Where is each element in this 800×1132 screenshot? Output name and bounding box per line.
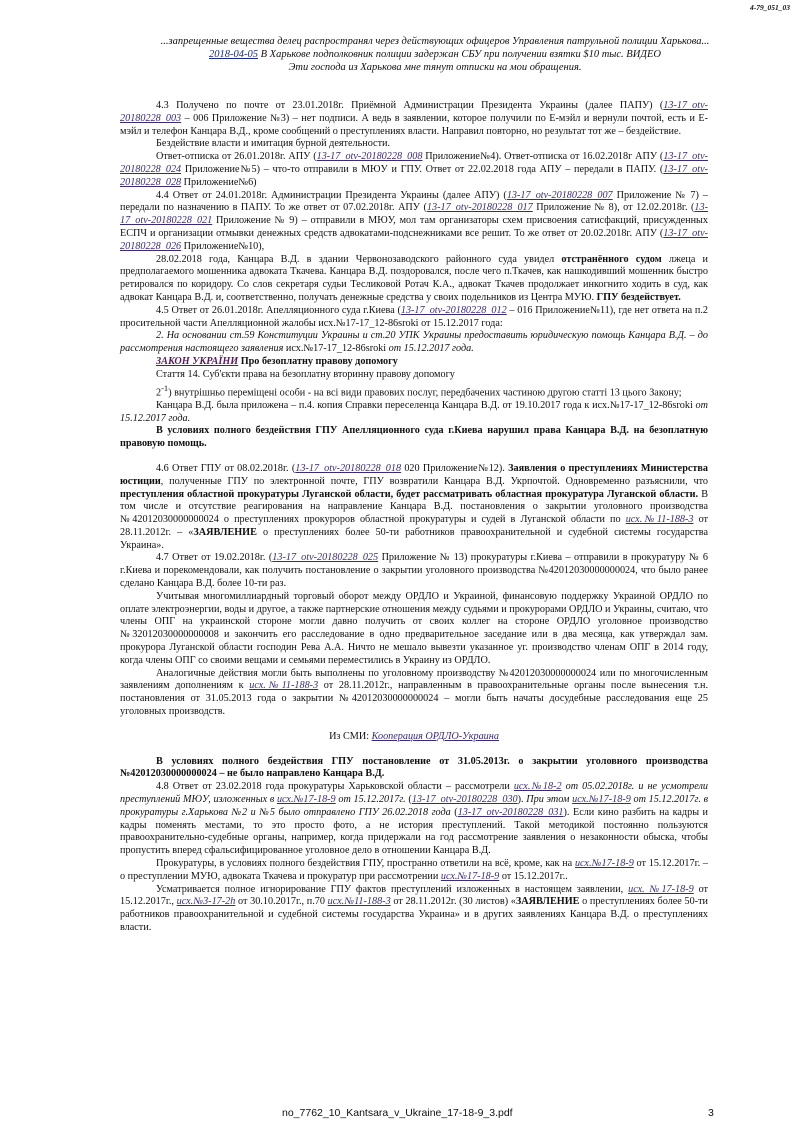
paragraph: 4.5 Ответ от 26.01.2018г. Апелляционного суда г.Киева (13-17_otv-20180228_012 – 016 Приложение№11), где нет ответа на п.2 просительной части Апелляционной жалобы исх.№17-17_12-86sroki от 15.12.2017 года: xyxy=(120,304,708,329)
header-line-3: Эти господа из Харькова мне тянут отписки на мои обращения. xyxy=(288,62,582,73)
header-date-link[interactable]: 2018-04-05 xyxy=(209,49,259,60)
document-link[interactable]: исх.№11-188-3 xyxy=(249,680,319,692)
header-line-2-text: В Харькове подполковник полиции задержан СБУ при получении взятки $10 тыс. ВИДЕО xyxy=(258,49,661,60)
paragraph: В условиях полного бездействия ГПУ Апелляционного суда г.Киева нарушил права Канцара В.Д. на безоплатную правовую помощь. xyxy=(120,425,708,450)
paragraph: В условиях полного бездействия ГПУ постановление от 31.05.2013г. о закрытии уголовного производства №42012030000000024 – не было направлено Канцара В.Д. xyxy=(120,755,708,780)
document-link[interactable]: исх.№17-18-9 xyxy=(574,858,634,870)
paragraph: 4.3 Получено по почте от 23.01.2018г. Приёмной Администрации Президента Украины (далее ПАПУ) (13-17_otv-20180228_003 – 006 Приложение №3) – нет подписи. А ведь в заявлении, которое получили по Е-мэйл и вернули почтой, есть и Е-мэйл и телефон Канцара В.Д., кроме сообщений о преступлениях власти. Направил повторно, но результат тот же – бездействие. xyxy=(120,100,708,137)
paragraph: 2. На основании ст.59 Конституции Украины и ст.20 УПК Украины предоставить юридическую помощь Канцара В.Д. – до рассмотрения настоящего заявления исх.№17-17_12-86sroki от 15.12.2017 года. xyxy=(120,330,708,355)
document-link[interactable]: исх.№17-18-9 xyxy=(276,794,336,806)
paragraph: 28.02.2018 года, Канцара В.Д. в здании Червонозаводского районного суда увидел отстранённого судом лжеца и предполагаемого мошенника адвоката Ткачева. Канцара В.Д. поздоровался, после чего п.Ткачев, как нашкодивший мошенник быстро ретировался по коридору. Со слов секретаря судьи Тесликовой Ротач К.А., адвокат Ткачев продолжает инкогнито ходить в суд, как адвокат Канцара В.Д. и, соответственно, получать денежные средства у своих подельников из Центра МУЮ. ГПУ бездействует. xyxy=(120,253,708,303)
document-body xyxy=(120,100,708,935)
document-link[interactable]: 13-17_otv-20180228_025 xyxy=(272,552,379,564)
document-link[interactable]: 13-17_otv-20180228_003 xyxy=(120,100,708,124)
footer-filename: no_7762_10_Kantsara_v_Ukraine_17-18-9_3.pdf xyxy=(282,1107,513,1119)
document-id: 4-79_051_03 xyxy=(750,3,790,12)
paragraph: Аналогичные действия могли быть выполнены по уголовному производству №42012030000000024 или по многочисленным заявлениям дополнениям к исх.№11-188-3 от 28.11.2012г., направленным в правоохранительные органы после вынесения т.н. постановления от 31.05.2013 года о закрытии №42012030000000024 – могли быть начаты досудебные расследования еще 25 уголовных производств. xyxy=(120,667,708,718)
document-link[interactable]: исх.№17-18-9 xyxy=(440,870,500,882)
paragraph: 4.8 Ответ от 23.02.2018 года прокуратуры Харьковской области – рассмотрели исх.№18-2 от 05.02.2018г. и не усмотрели преступлений МЮУ, изложенных в исх.№17-18-9 от 15.12.2017г. (13-17_otv-20180228_030). При этом исх.№17-18-9 от 15.12.2017г. в прокуратуры г.Харькова №2 и №5 было отправлено ГПУ 26.02.2018 года (13-17_otv-20180228_031). Если кино разбить на кадры и кадры поменять местами, то это просто фото, а не история преступлений. Такой методикой постоянно пользуются правоохранительно-судебные органы, например, когда придержали на год рассмотрение заявления о незаконности обыска, чтобы пропустить вперед сфальсифицированное уголовное дело в отношении Канцара В.Д. xyxy=(120,781,709,857)
header-line-1: ...запрещенные вещества делец распространял через действующих офицеров Управления патрульной полиции Харькова... xyxy=(160,36,710,47)
paragraph: Из СМИ: Кооперация ОРДЛО-Украина xyxy=(329,730,499,742)
document-link[interactable]: 13-17_otv-20180228_030 xyxy=(411,794,518,806)
header-line-2 xyxy=(150,48,720,61)
document-link[interactable]: 13-17_otv-20180228_017 xyxy=(426,202,533,214)
paragraph: 4.7 Ответ от 19.02.2018г. (13-17_otv-20180228_025 Приложение № 13) прокуратуры г.Киева – отправили в прокуратуру № 6 г.Киева и порекомендовали, как получить постановление о закрытии уголовного производства №42012030000000024, что было ранее сделано Канцара В.Д. более 10-ти раз. xyxy=(120,552,708,590)
document-link[interactable]: 13-17_otv-20180228_012 xyxy=(400,304,507,316)
paragraph: Стаття 14. Суб'єкти права на безоплатну вторинну правову допомогу xyxy=(156,368,455,380)
paragraph: 4.4 Ответ от 24.01.2018г. Администрации Президента Украины (далее АПУ) (13-17_otv-20180228_007 Приложение № 7) – передали по назначению в ПАПУ. То же ответ от 07.02.2018г. АПУ (13-17_otv-20180228_017 Приложение № 8), от 12.02.2018г. (13-17_otv-20180228_021 Приложение № 9) – отправили в МЮУ, мол там организаторы схем присвоения сатисфакций, присужденных ЕСПЧ и организации отмывки денежных средств адвокатами-подснежниками все решит. То же ответ от 20.02.2018г. АПУ (13-17_otv-20180228_026 Приложение№10), xyxy=(120,189,709,252)
page-number: 3 xyxy=(708,1107,714,1119)
paragraph: Учитывая многомиллиардный торговый оборот между ОРДЛО и Украиной, финансовую поддержку Украиной ОРДЛО по оплате электроэнергии, воды и другое, а также партнерские отношения между судьями и прокурорами ОРДЛО и Украины, считаю, что члены ОПГ на украинской стороне могли давно получить от своих коллег на стороне ОРДЛО уголовное производство №32012030000000008 и закончить его расследование в одно предварительное заседание или в два месяца, как утверждал зам. прокурора Луганской области господин Рева А.А. Ничто не мешало вывезти указанное уг. производство членам ОПГ в 2014 году, когда члены ОПГ со своими вещами и семьями переместились в Украину из ОРДЛО. xyxy=(120,590,709,666)
page-header xyxy=(150,35,720,74)
document-link[interactable]: 13-17_otv-20180228_018 xyxy=(295,462,402,474)
document-link[interactable]: исх.№11-188-3 xyxy=(327,896,391,908)
paragraph: Канцара В.Д. была приложена – п.4. копия Справки переселенца Канцара В.Д. от 19.10.2017 года к исх.№17-17_12-86sroki от 15.12.2017 года. xyxy=(120,399,708,424)
document-link[interactable]: исх.№17-18-9 xyxy=(572,794,631,806)
paragraph: $2^{-1}$) внутрішньо переміщені особи - на всі види правових послуг, передбачених частиною другою статті 13 цього Закону; xyxy=(156,382,682,398)
paragraph: Ответ-отписка от 26.01.2018г. АПУ (13-17_otv-20180228_008 Приложение№4). Ответ-отписка от 16.02.2018г АПУ (13-17_otv-20180228_024 Приложение№5) – что-то отправили в МЮУ и ГПУ. Ответ от 22.02.2018 года АПУ – передали в ПАПУ. (13-17_otv-20180228_028 Приложение№6) xyxy=(120,151,709,188)
paragraph: Прокуратуры, в условиях полного бездействия ГПУ, пространно ответили на всё, кроме, как на исх.№17-18-9 от 15.12.2017г. – о преступлении МУЮ, адвоката Ткачева и прокуратур при рассмотрении исх.№17-18-9 от 15.12.2017г.. xyxy=(120,858,708,882)
document-link[interactable]: Кооперация ОРДЛО-Украина xyxy=(371,730,499,742)
paragraph: Усматривается полное игнорирование ГПУ фактов преступлений изложенных в настоящем заявлении, исх. №17-18-9 от 15.12.2017г., исх.№3-17-2h от 30.10.2017г., п.70 исх.№11-188-3 от 28.11.2012г. (30 листов) «ЗАЯВЛЕНИЕ о преступлениях более 50-ти работников правоохранительной и судебной системы государства Украина» и в других заявлениях Канцара В.Д. о преступлениях власти. xyxy=(120,883,708,933)
document-link[interactable]: исх.№11-188-3 xyxy=(625,514,694,526)
document-link[interactable]: исх. №17-18-9 xyxy=(628,883,694,895)
document-link[interactable]: 13-17_otv-20180228_031 xyxy=(457,806,564,818)
paragraph: ЗАКОН УКРАЇНИ Про безоплатну правову допомогу xyxy=(156,355,398,367)
law-title-link[interactable]: ЗАКОН УКРАЇНИ xyxy=(156,355,239,367)
document-link[interactable]: 13-17_otv-20180228_026 xyxy=(120,227,708,252)
document-link[interactable]: 13-17_otv-20180228_021 xyxy=(120,202,709,227)
document-link[interactable]: 13-17_otv-20180228_028 xyxy=(120,163,708,188)
document-link[interactable]: 13-17_otv-20180228_008 xyxy=(316,151,423,163)
paragraph: Бездействие власти и имитация бурной деятельности. xyxy=(156,138,391,150)
document-link[interactable]: исх.№3-17-2h xyxy=(176,896,236,908)
document-link[interactable]: 13-17_otv-20180228_024 xyxy=(120,151,709,175)
document-link[interactable]: 13-17_otv-20180228_007 xyxy=(506,189,613,201)
document-link[interactable]: исх.№18-2 xyxy=(513,781,562,793)
paragraph: 4.6 Ответ ГПУ от 08.02.2018г. (13-17_otv-20180228_018 020 Приложение№12). Заявления о преступлениях Министерства юстиции, полученные ГПУ по электронной почте, ГПУ возвратили Канцара В.Д. Укрпочтой. Одновременно разъяснили, что преступления областной прокуратуры Луганской области, будет рассматривать областная прокуратура Луганской области. В том числе и отсутствие реагирования на направление Канцара В.Д. постановления о закрытии уголовного производства №42012030000000024 о преступлениях прокуроров областной прокуратуры и судей в Луганской области по исх.№11-188-3 от 28.11.2012г. – «ЗАЯВЛЕНИЕ о преступлениях более 50-ти работников правоохранительной и судебной системы государства Украина». xyxy=(120,462,708,551)
